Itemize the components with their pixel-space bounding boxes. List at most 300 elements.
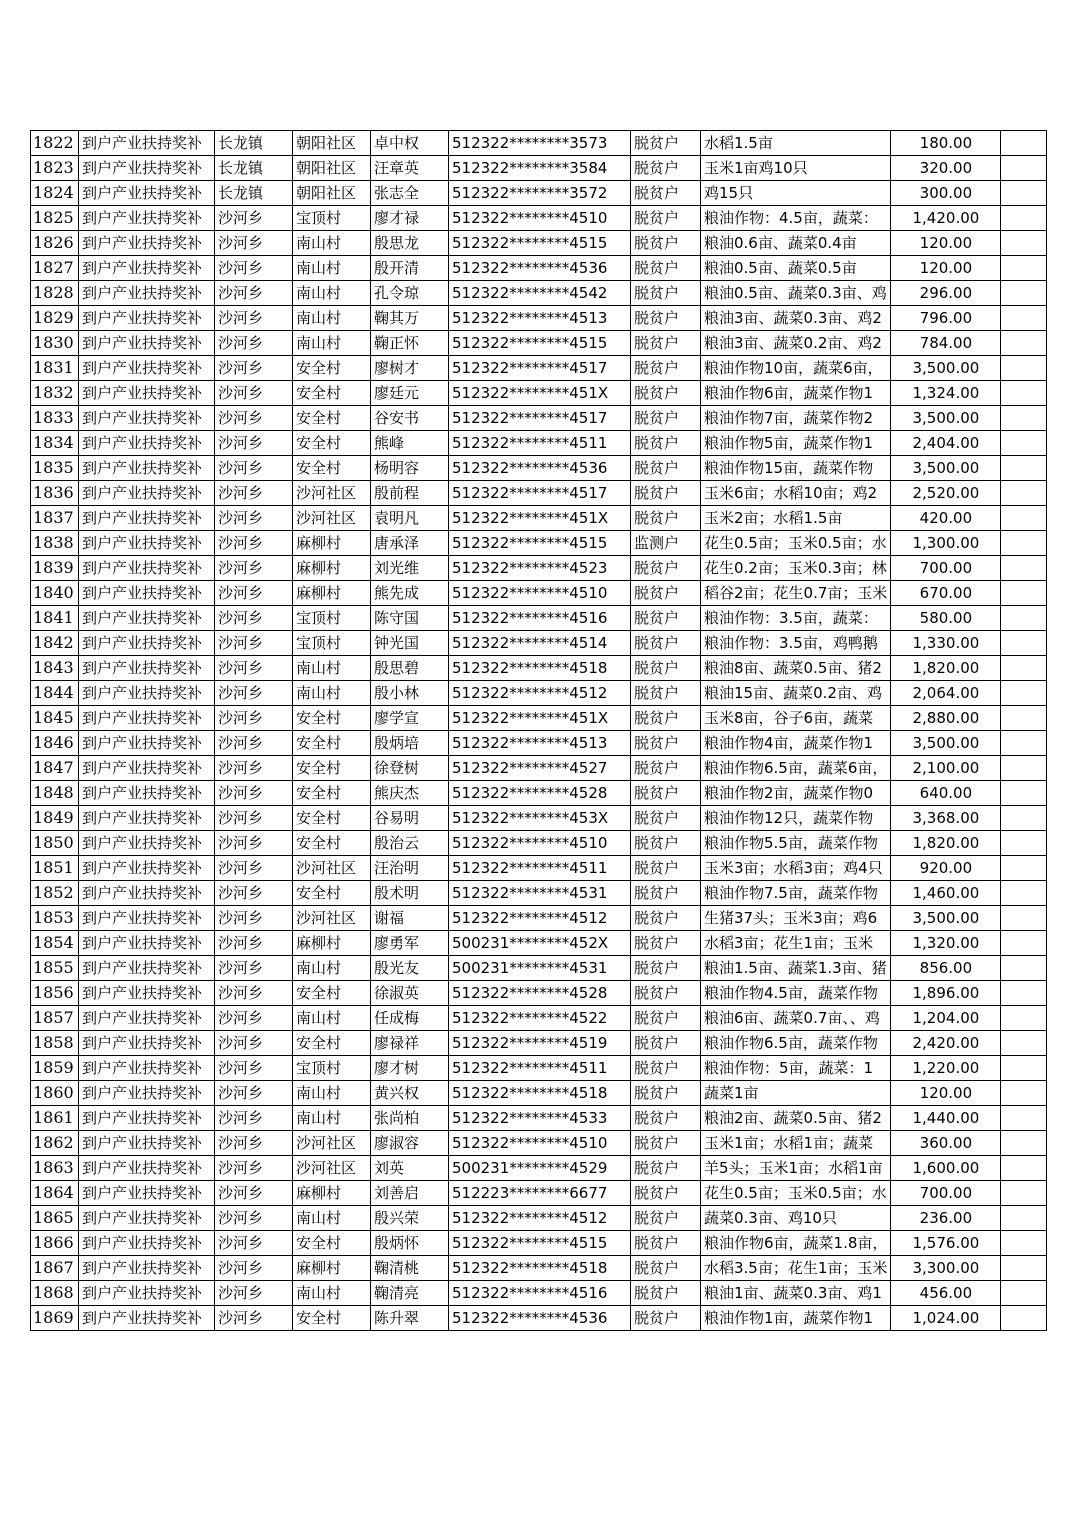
remark-cell bbox=[1001, 1181, 1047, 1206]
subsidy-amount-cell: 1,600.00 bbox=[891, 1156, 1001, 1181]
subsidy-amount-cell: 2,404.00 bbox=[891, 431, 1001, 456]
subsidy-amount-cell: 120.00 bbox=[891, 256, 1001, 281]
subsidy-amount-cell: 700.00 bbox=[891, 556, 1001, 581]
household-type-cell: 脱贫户 bbox=[631, 206, 701, 231]
remark-cell bbox=[1001, 881, 1047, 906]
household-type-cell: 脱贫户 bbox=[631, 706, 701, 731]
table-row bbox=[31, 1306, 1047, 1331]
table-row bbox=[31, 306, 1047, 331]
id-number-cell: 512322********4510 bbox=[449, 581, 631, 606]
remark-cell bbox=[1001, 556, 1047, 581]
remark-cell bbox=[1001, 906, 1047, 931]
township-cell: 沙河乡 bbox=[215, 481, 293, 506]
project-name-cell: 到户产业扶持奖补 bbox=[79, 206, 215, 231]
production-detail-cell: 蔬菜1亩 bbox=[701, 1081, 891, 1106]
project-name-cell: 到户产业扶持奖补 bbox=[79, 881, 215, 906]
household-type-cell: 脱贫户 bbox=[631, 906, 701, 931]
subsidy-amount-cell: 1,460.00 bbox=[891, 881, 1001, 906]
household-type-cell: 脱贫户 bbox=[631, 1056, 701, 1081]
row-number-cell: 1852 bbox=[31, 881, 79, 906]
village-cell: 安全村 bbox=[293, 706, 371, 731]
row-number-cell: 1843 bbox=[31, 656, 79, 681]
remark-cell bbox=[1001, 806, 1047, 831]
production-detail-cell: 花生0.5亩；玉米0.5亩；水 bbox=[701, 531, 891, 556]
remark-cell bbox=[1001, 331, 1047, 356]
village-cell: 沙河社区 bbox=[293, 856, 371, 881]
household-type-cell: 脱贫户 bbox=[631, 256, 701, 281]
project-name-cell: 到户产业扶持奖补 bbox=[79, 656, 215, 681]
person-name-cell: 廖勇军 bbox=[371, 931, 449, 956]
production-detail-cell: 粮油作物1亩，蔬菜作物1 bbox=[701, 1306, 891, 1331]
production-detail-cell: 粮油3亩、蔬菜0.3亩、鸡2 bbox=[701, 306, 891, 331]
remark-cell bbox=[1001, 406, 1047, 431]
household-type-cell: 脱贫户 bbox=[631, 1181, 701, 1206]
household-type-cell: 脱贫户 bbox=[631, 231, 701, 256]
project-name-cell: 到户产业扶持奖补 bbox=[79, 1156, 215, 1181]
subsidy-amount-cell: 2,100.00 bbox=[891, 756, 1001, 781]
id-number-cell: 512223********6677 bbox=[449, 1181, 631, 1206]
township-cell: 沙河乡 bbox=[215, 531, 293, 556]
table-row bbox=[31, 456, 1047, 481]
id-number-cell: 512322********4512 bbox=[449, 1206, 631, 1231]
id-number-cell: 500231********4529 bbox=[449, 1156, 631, 1181]
remark-cell bbox=[1001, 456, 1047, 481]
remark-cell bbox=[1001, 1156, 1047, 1181]
id-number-cell: 512322********453X bbox=[449, 806, 631, 831]
household-type-cell: 脱贫户 bbox=[631, 1081, 701, 1106]
row-number-cell: 1848 bbox=[31, 781, 79, 806]
subsidy-amount-cell: 3,500.00 bbox=[891, 406, 1001, 431]
remark-cell bbox=[1001, 481, 1047, 506]
township-cell: 沙河乡 bbox=[215, 331, 293, 356]
project-name-cell: 到户产业扶持奖补 bbox=[79, 1256, 215, 1281]
table-row bbox=[31, 806, 1047, 831]
row-number-cell: 1834 bbox=[31, 431, 79, 456]
person-name-cell: 廖学宣 bbox=[371, 706, 449, 731]
project-name-cell: 到户产业扶持奖补 bbox=[79, 931, 215, 956]
row-number-cell: 1835 bbox=[31, 456, 79, 481]
remark-cell bbox=[1001, 531, 1047, 556]
project-name-cell: 到户产业扶持奖补 bbox=[79, 481, 215, 506]
production-detail-cell: 粮油作物2亩，蔬菜作物0 bbox=[701, 781, 891, 806]
township-cell: 沙河乡 bbox=[215, 706, 293, 731]
township-cell: 沙河乡 bbox=[215, 256, 293, 281]
id-number-cell: 512322********4510 bbox=[449, 206, 631, 231]
village-cell: 南山村 bbox=[293, 1006, 371, 1031]
production-detail-cell: 花生0.5亩；玉米0.5亩；水 bbox=[701, 1181, 891, 1206]
village-cell: 安全村 bbox=[293, 356, 371, 381]
village-cell: 沙河社区 bbox=[293, 481, 371, 506]
project-name-cell: 到户产业扶持奖补 bbox=[79, 1281, 215, 1306]
household-type-cell: 脱贫户 bbox=[631, 731, 701, 756]
township-cell: 沙河乡 bbox=[215, 556, 293, 581]
row-number-cell: 1855 bbox=[31, 956, 79, 981]
village-cell: 沙河社区 bbox=[293, 1131, 371, 1156]
id-number-cell: 512322********4515 bbox=[449, 531, 631, 556]
township-cell: 沙河乡 bbox=[215, 1056, 293, 1081]
person-name-cell: 鞠其万 bbox=[371, 306, 449, 331]
village-cell: 安全村 bbox=[293, 831, 371, 856]
township-cell: 沙河乡 bbox=[215, 456, 293, 481]
subsidy-amount-cell: 1,820.00 bbox=[891, 656, 1001, 681]
id-number-cell: 512322********4536 bbox=[449, 1306, 631, 1331]
subsidy-amount-cell: 296.00 bbox=[891, 281, 1001, 306]
village-cell: 南山村 bbox=[293, 231, 371, 256]
village-cell: 南山村 bbox=[293, 256, 371, 281]
subsidy-amount-cell: 2,520.00 bbox=[891, 481, 1001, 506]
village-cell: 安全村 bbox=[293, 1231, 371, 1256]
subsidy-amount-cell: 700.00 bbox=[891, 1181, 1001, 1206]
production-detail-cell: 粮油作物10亩，蔬菜6亩， bbox=[701, 356, 891, 381]
village-cell: 麻柳村 bbox=[293, 581, 371, 606]
id-number-cell: 512322********4511 bbox=[449, 431, 631, 456]
table-row bbox=[31, 1206, 1047, 1231]
village-cell: 安全村 bbox=[293, 781, 371, 806]
household-type-cell: 脱贫户 bbox=[631, 1131, 701, 1156]
row-number-cell: 1863 bbox=[31, 1156, 79, 1181]
row-number-cell: 1851 bbox=[31, 856, 79, 881]
project-name-cell: 到户产业扶持奖补 bbox=[79, 506, 215, 531]
household-type-cell: 脱贫户 bbox=[631, 1031, 701, 1056]
subsidy-amount-cell: 3,500.00 bbox=[891, 731, 1001, 756]
id-number-cell: 512322********4536 bbox=[449, 256, 631, 281]
project-name-cell: 到户产业扶持奖补 bbox=[79, 356, 215, 381]
id-number-cell: 512322********4515 bbox=[449, 331, 631, 356]
production-detail-cell: 玉米1亩；水稻1亩；蔬菜 bbox=[701, 1131, 891, 1156]
village-cell: 沙河社区 bbox=[293, 506, 371, 531]
production-detail-cell: 水稻3.5亩；花生1亩；玉米 bbox=[701, 1256, 891, 1281]
household-type-cell: 脱贫户 bbox=[631, 431, 701, 456]
id-number-cell: 512322********451X bbox=[449, 706, 631, 731]
household-type-cell: 监测户 bbox=[631, 531, 701, 556]
person-name-cell: 徐淑英 bbox=[371, 981, 449, 1006]
person-name-cell: 陈升翠 bbox=[371, 1306, 449, 1331]
remark-cell bbox=[1001, 706, 1047, 731]
project-name-cell: 到户产业扶持奖补 bbox=[79, 1231, 215, 1256]
table-row bbox=[31, 356, 1047, 381]
id-number-cell: 512322********4517 bbox=[449, 406, 631, 431]
household-type-cell: 脱贫户 bbox=[631, 556, 701, 581]
person-name-cell: 刘善启 bbox=[371, 1181, 449, 1206]
project-name-cell: 到户产业扶持奖补 bbox=[79, 231, 215, 256]
township-cell: 沙河乡 bbox=[215, 1156, 293, 1181]
production-detail-cell: 粮油1亩、蔬菜0.3亩、鸡1 bbox=[701, 1281, 891, 1306]
remark-cell bbox=[1001, 506, 1047, 531]
village-cell: 安全村 bbox=[293, 456, 371, 481]
production-detail-cell: 水稻1.5亩 bbox=[701, 131, 891, 156]
row-number-cell: 1829 bbox=[31, 306, 79, 331]
remark-cell bbox=[1001, 781, 1047, 806]
village-cell: 麻柳村 bbox=[293, 1181, 371, 1206]
person-name-cell: 黄兴权 bbox=[371, 1081, 449, 1106]
subsidy-amount-cell: 1,330.00 bbox=[891, 631, 1001, 656]
subsidy-amount-cell: 1,204.00 bbox=[891, 1006, 1001, 1031]
id-number-cell: 512322********4527 bbox=[449, 756, 631, 781]
township-cell: 长龙镇 bbox=[215, 131, 293, 156]
subsidy-amount-cell: 1,420.00 bbox=[891, 206, 1001, 231]
production-detail-cell: 玉米2亩；水稻1.5亩 bbox=[701, 506, 891, 531]
id-number-cell: 512322********3573 bbox=[449, 131, 631, 156]
township-cell: 沙河乡 bbox=[215, 1106, 293, 1131]
township-cell: 沙河乡 bbox=[215, 1231, 293, 1256]
id-number-cell: 512322********451X bbox=[449, 506, 631, 531]
remark-cell bbox=[1001, 1031, 1047, 1056]
subsidy-amount-cell: 3,500.00 bbox=[891, 906, 1001, 931]
id-number-cell: 500231********452X bbox=[449, 931, 631, 956]
village-cell: 朝阳社区 bbox=[293, 156, 371, 181]
row-number-cell: 1856 bbox=[31, 981, 79, 1006]
table-row bbox=[31, 731, 1047, 756]
project-name-cell: 到户产业扶持奖补 bbox=[79, 806, 215, 831]
row-number-cell: 1844 bbox=[31, 681, 79, 706]
person-name-cell: 廖禄祥 bbox=[371, 1031, 449, 1056]
remark-cell bbox=[1001, 306, 1047, 331]
household-type-cell: 脱贫户 bbox=[631, 981, 701, 1006]
township-cell: 沙河乡 bbox=[215, 631, 293, 656]
id-number-cell: 512322********3584 bbox=[449, 156, 631, 181]
remark-cell bbox=[1001, 256, 1047, 281]
household-type-cell: 脱贫户 bbox=[631, 581, 701, 606]
person-name-cell: 任成梅 bbox=[371, 1006, 449, 1031]
id-number-cell: 512322********4531 bbox=[449, 881, 631, 906]
village-cell: 南山村 bbox=[293, 1081, 371, 1106]
township-cell: 沙河乡 bbox=[215, 681, 293, 706]
project-name-cell: 到户产业扶持奖补 bbox=[79, 1306, 215, 1331]
production-detail-cell: 玉米6亩；水稻10亩；鸡2 bbox=[701, 481, 891, 506]
township-cell: 沙河乡 bbox=[215, 406, 293, 431]
project-name-cell: 到户产业扶持奖补 bbox=[79, 581, 215, 606]
table-row bbox=[31, 906, 1047, 931]
household-type-cell: 脱贫户 bbox=[631, 806, 701, 831]
village-cell: 安全村 bbox=[293, 1306, 371, 1331]
household-type-cell: 脱贫户 bbox=[631, 331, 701, 356]
township-cell: 沙河乡 bbox=[215, 1006, 293, 1031]
person-name-cell: 殷炳怀 bbox=[371, 1231, 449, 1256]
id-number-cell: 512322********4511 bbox=[449, 1056, 631, 1081]
project-name-cell: 到户产业扶持奖补 bbox=[79, 531, 215, 556]
id-number-cell: 512322********4511 bbox=[449, 856, 631, 881]
id-number-cell: 512322********451X bbox=[449, 381, 631, 406]
table-row bbox=[31, 1281, 1047, 1306]
household-type-cell: 脱贫户 bbox=[631, 656, 701, 681]
remark-cell bbox=[1001, 131, 1047, 156]
table-row bbox=[31, 531, 1047, 556]
table-row bbox=[31, 206, 1047, 231]
village-cell: 宝顶村 bbox=[293, 606, 371, 631]
township-cell: 沙河乡 bbox=[215, 1081, 293, 1106]
person-name-cell: 刘英 bbox=[371, 1156, 449, 1181]
remark-cell bbox=[1001, 681, 1047, 706]
household-type-cell: 脱贫户 bbox=[631, 156, 701, 181]
township-cell: 沙河乡 bbox=[215, 1131, 293, 1156]
subsidy-amount-cell: 2,064.00 bbox=[891, 681, 1001, 706]
household-type-cell: 脱贫户 bbox=[631, 856, 701, 881]
table-row bbox=[31, 1081, 1047, 1106]
township-cell: 沙河乡 bbox=[215, 1031, 293, 1056]
project-name-cell: 到户产业扶持奖补 bbox=[79, 781, 215, 806]
household-type-cell: 脱贫户 bbox=[631, 606, 701, 631]
township-cell: 沙河乡 bbox=[215, 606, 293, 631]
id-number-cell: 512322********4518 bbox=[449, 1081, 631, 1106]
subsidy-table bbox=[30, 130, 1047, 1331]
subsidy-amount-cell: 120.00 bbox=[891, 1081, 1001, 1106]
table-row bbox=[31, 1156, 1047, 1181]
household-type-cell: 脱贫户 bbox=[631, 1256, 701, 1281]
subsidy-amount-cell: 2,880.00 bbox=[891, 706, 1001, 731]
household-type-cell: 脱贫户 bbox=[631, 881, 701, 906]
project-name-cell: 到户产业扶持奖补 bbox=[79, 1056, 215, 1081]
project-name-cell: 到户产业扶持奖补 bbox=[79, 1106, 215, 1131]
production-detail-cell: 粮油作物：3.5亩，蔬菜： bbox=[701, 606, 891, 631]
project-name-cell: 到户产业扶持奖补 bbox=[79, 1206, 215, 1231]
person-name-cell: 杨明容 bbox=[371, 456, 449, 481]
village-cell: 安全村 bbox=[293, 1031, 371, 1056]
table-row bbox=[31, 156, 1047, 181]
id-number-cell: 512322********4522 bbox=[449, 1006, 631, 1031]
id-number-cell: 512322********4516 bbox=[449, 606, 631, 631]
person-name-cell: 熊先成 bbox=[371, 581, 449, 606]
village-cell: 安全村 bbox=[293, 806, 371, 831]
household-type-cell: 脱贫户 bbox=[631, 181, 701, 206]
project-name-cell: 到户产业扶持奖补 bbox=[79, 381, 215, 406]
table-row bbox=[31, 781, 1047, 806]
village-cell: 安全村 bbox=[293, 406, 371, 431]
table-row bbox=[31, 656, 1047, 681]
remark-cell bbox=[1001, 156, 1047, 181]
township-cell: 沙河乡 bbox=[215, 1181, 293, 1206]
person-name-cell: 殷炳培 bbox=[371, 731, 449, 756]
village-cell: 安全村 bbox=[293, 431, 371, 456]
village-cell: 南山村 bbox=[293, 331, 371, 356]
table-row bbox=[31, 556, 1047, 581]
village-cell: 朝阳社区 bbox=[293, 131, 371, 156]
production-detail-cell: 花生0.2亩；玉米0.3亩；林 bbox=[701, 556, 891, 581]
household-type-cell: 脱贫户 bbox=[631, 1106, 701, 1131]
subsidy-amount-cell: 796.00 bbox=[891, 306, 1001, 331]
person-name-cell: 殷前程 bbox=[371, 481, 449, 506]
table-row bbox=[31, 431, 1047, 456]
production-detail-cell: 粮油作物：4.5亩，蔬菜： bbox=[701, 206, 891, 231]
table-row bbox=[31, 931, 1047, 956]
person-name-cell: 谢福 bbox=[371, 906, 449, 931]
remark-cell bbox=[1001, 431, 1047, 456]
production-detail-cell: 粮油作物：5亩，蔬菜：1 bbox=[701, 1056, 891, 1081]
subsidy-amount-cell: 784.00 bbox=[891, 331, 1001, 356]
remark-cell bbox=[1001, 606, 1047, 631]
subsidy-amount-cell: 1,024.00 bbox=[891, 1306, 1001, 1331]
village-cell: 麻柳村 bbox=[293, 931, 371, 956]
id-number-cell: 512322********4513 bbox=[449, 731, 631, 756]
row-number-cell: 1838 bbox=[31, 531, 79, 556]
village-cell: 南山村 bbox=[293, 681, 371, 706]
table-row bbox=[31, 706, 1047, 731]
row-number-cell: 1825 bbox=[31, 206, 79, 231]
person-name-cell: 殷思龙 bbox=[371, 231, 449, 256]
township-cell: 沙河乡 bbox=[215, 356, 293, 381]
remark-cell bbox=[1001, 856, 1047, 881]
row-number-cell: 1822 bbox=[31, 131, 79, 156]
table-row bbox=[31, 256, 1047, 281]
project-name-cell: 到户产业扶持奖补 bbox=[79, 631, 215, 656]
production-detail-cell: 生猪37头；玉米3亩；鸡6 bbox=[701, 906, 891, 931]
id-number-cell: 512322********4515 bbox=[449, 1231, 631, 1256]
table-row bbox=[31, 756, 1047, 781]
remark-cell bbox=[1001, 656, 1047, 681]
remark-cell bbox=[1001, 231, 1047, 256]
person-name-cell: 谷易明 bbox=[371, 806, 449, 831]
row-number-cell: 1850 bbox=[31, 831, 79, 856]
project-name-cell: 到户产业扶持奖补 bbox=[79, 756, 215, 781]
household-type-cell: 脱贫户 bbox=[631, 1281, 701, 1306]
table-row bbox=[31, 131, 1047, 156]
id-number-cell: 512322********4516 bbox=[449, 1281, 631, 1306]
village-cell: 南山村 bbox=[293, 1281, 371, 1306]
person-name-cell: 殷小林 bbox=[371, 681, 449, 706]
project-name-cell: 到户产业扶持奖补 bbox=[79, 856, 215, 881]
production-detail-cell: 羊5头；玉米1亩；水稻1亩 bbox=[701, 1156, 891, 1181]
village-cell: 南山村 bbox=[293, 306, 371, 331]
subsidy-amount-cell: 3,500.00 bbox=[891, 356, 1001, 381]
person-name-cell: 徐登树 bbox=[371, 756, 449, 781]
village-cell: 宝顶村 bbox=[293, 1056, 371, 1081]
person-name-cell: 廖树才 bbox=[371, 356, 449, 381]
production-detail-cell: 玉米8亩，谷子6亩，蔬菜 bbox=[701, 706, 891, 731]
subsidy-amount-cell: 1,320.00 bbox=[891, 931, 1001, 956]
table-row bbox=[31, 281, 1047, 306]
id-number-cell: 512322********4533 bbox=[449, 1106, 631, 1131]
remark-cell bbox=[1001, 1281, 1047, 1306]
production-detail-cell: 粮油作物6亩，蔬菜1.8亩， bbox=[701, 1231, 891, 1256]
row-number-cell: 1823 bbox=[31, 156, 79, 181]
production-detail-cell: 粮油1.5亩、蔬菜1.3亩、猪 bbox=[701, 956, 891, 981]
township-cell: 沙河乡 bbox=[215, 806, 293, 831]
household-type-cell: 脱贫户 bbox=[631, 506, 701, 531]
project-name-cell: 到户产业扶持奖补 bbox=[79, 706, 215, 731]
row-number-cell: 1832 bbox=[31, 381, 79, 406]
person-name-cell: 熊峰 bbox=[371, 431, 449, 456]
project-name-cell: 到户产业扶持奖补 bbox=[79, 1181, 215, 1206]
project-name-cell: 到户产业扶持奖补 bbox=[79, 431, 215, 456]
table-row bbox=[31, 831, 1047, 856]
table-row bbox=[31, 881, 1047, 906]
subsidy-amount-cell: 1,324.00 bbox=[891, 381, 1001, 406]
row-number-cell: 1861 bbox=[31, 1106, 79, 1131]
person-name-cell: 殷治云 bbox=[371, 831, 449, 856]
township-cell: 沙河乡 bbox=[215, 506, 293, 531]
project-name-cell: 到户产业扶持奖补 bbox=[79, 331, 215, 356]
table-row bbox=[31, 381, 1047, 406]
person-name-cell: 陈守国 bbox=[371, 606, 449, 631]
row-number-cell: 1854 bbox=[31, 931, 79, 956]
subsidy-amount-cell: 1,300.00 bbox=[891, 531, 1001, 556]
remark-cell bbox=[1001, 1256, 1047, 1281]
project-name-cell: 到户产业扶持奖补 bbox=[79, 406, 215, 431]
table-row bbox=[31, 1106, 1047, 1131]
table-row bbox=[31, 981, 1047, 1006]
table-row bbox=[31, 1256, 1047, 1281]
project-name-cell: 到户产业扶持奖补 bbox=[79, 131, 215, 156]
person-name-cell: 唐承泽 bbox=[371, 531, 449, 556]
production-detail-cell: 粮油0.5亩、蔬菜0.5亩 bbox=[701, 256, 891, 281]
table-row bbox=[31, 506, 1047, 531]
row-number-cell: 1866 bbox=[31, 1231, 79, 1256]
remark-cell bbox=[1001, 1131, 1047, 1156]
production-detail-cell: 玉米3亩；水稻3亩；鸡4只 bbox=[701, 856, 891, 881]
table-row bbox=[31, 1056, 1047, 1081]
township-cell: 沙河乡 bbox=[215, 831, 293, 856]
subsidy-amount-cell: 856.00 bbox=[891, 956, 1001, 981]
production-detail-cell: 粮油作物6亩，蔬菜作物1 bbox=[701, 381, 891, 406]
